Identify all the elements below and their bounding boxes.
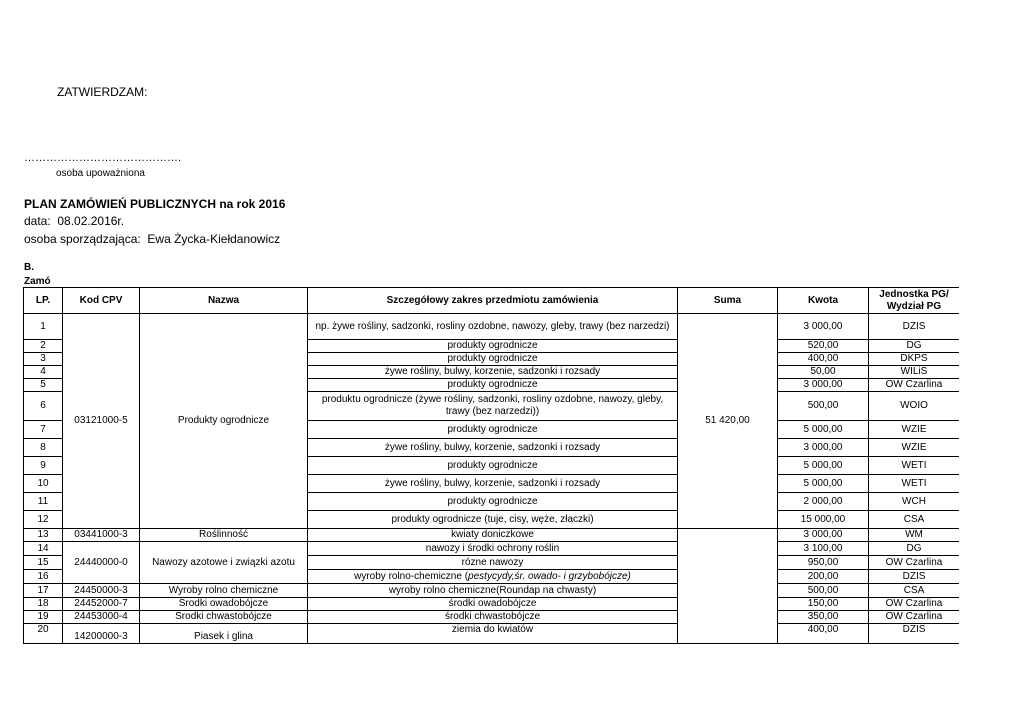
cell-lp: 16 <box>24 570 63 584</box>
cell-jednostka: DG <box>869 340 960 353</box>
zakres-text: wyroby rolno-chemiczne ( <box>354 570 469 582</box>
cell-jednostka: DZIS <box>869 624 960 644</box>
cell-jednostka: WZIE <box>869 439 960 457</box>
cell-kwota: 520,00 <box>778 340 869 353</box>
authorized-person-label: osoba upoważniona <box>56 168 145 179</box>
cell-kwota: 3 000,00 <box>778 439 869 457</box>
approval-heading: ZATWIERDZAM: <box>57 85 148 99</box>
prepared-by-value: Ewa Życka-Kiełdanowicz <box>147 232 281 246</box>
prepared-by-line <box>24 232 280 246</box>
cell-zakres: wyroby rolno chemiczne(Roundap na chwasty) <box>308 584 678 598</box>
table-row <box>24 611 960 624</box>
cell-lp: 12 <box>24 511 63 529</box>
cell-cpv: 24452000-7 <box>63 598 140 611</box>
procurement-table-wrapper <box>23 287 959 644</box>
date-label: data: <box>24 214 51 228</box>
cell-lp: 11 <box>24 493 63 511</box>
cell-kwota: 5 000,00 <box>778 475 869 493</box>
cell-kwota: 350,00 <box>778 611 869 624</box>
table-row <box>24 542 960 556</box>
cell-zakres: produkty ogrodnicze (tuje, cisy, węże, złaczki) <box>308 511 678 529</box>
col-header-nazwa: Nazwa <box>140 288 308 314</box>
cell-zakres: produkty ogrodnicze <box>308 493 678 511</box>
col-header-zakres: Szczegółowy zakres przedmiotu zamówienia <box>308 288 678 314</box>
cell-jednostka: DG <box>869 542 960 556</box>
table-row <box>24 624 960 644</box>
col-header-jednostka: Jednostka PG/ Wydział PG <box>869 288 960 314</box>
cell-kwota: 400,00 <box>778 353 869 366</box>
cell-kwota: 3 000,00 <box>778 379 869 392</box>
cell-lp: 6 <box>24 392 63 421</box>
cell-nazwa: Produkty ogrodnicze <box>140 314 308 529</box>
cell-lp: 17 <box>24 584 63 598</box>
col-header-suma: Suma <box>678 288 778 314</box>
col-header-cpv: Kod CPV <box>63 288 140 314</box>
cell-nazwa: Środki chwastobójcze <box>140 611 308 624</box>
cell-kwota: 3 000,00 <box>778 529 869 542</box>
signature-line: ……………………………………. <box>24 152 182 164</box>
cell-cpv: 24450000-3 <box>63 584 140 598</box>
cell-lp: 8 <box>24 439 63 457</box>
cell-zakres: produkty ogrodnicze <box>308 353 678 366</box>
cell-kwota: 3 100,00 <box>778 542 869 556</box>
cell-lp: 3 <box>24 353 63 366</box>
col-header-lp: LP. <box>24 288 63 314</box>
cell-kwota: 200,00 <box>778 570 869 584</box>
cell-jednostka: WOIO <box>869 392 960 421</box>
cell-jednostka: WCH <box>869 493 960 511</box>
cell-jednostka: WETI <box>869 457 960 475</box>
cell-lp: 4 <box>24 366 63 379</box>
cell-nazwa: Środki owadobójcze <box>140 598 308 611</box>
document-title: PLAN ZAMÓWIEŃ PUBLICZNYCH na rok 2016 <box>24 197 286 211</box>
cell-zakres: żywe rośliny, bulwy, korzenie, sadzonki i rozsady <box>308 439 678 457</box>
procurement-table <box>23 287 959 644</box>
cell-lp: 15 <box>24 556 63 570</box>
table-header-row <box>24 288 960 314</box>
cell-cpv: 24453000-4 <box>63 611 140 624</box>
cell-zakres: produkty ogrodnicze <box>308 340 678 353</box>
cell-kwota: 3 000,00 <box>778 314 869 340</box>
cell-lp: 9 <box>24 457 63 475</box>
table-row <box>24 529 960 542</box>
cell-jednostka: WM <box>869 529 960 542</box>
cell-jednostka: DZIS <box>869 314 960 340</box>
cell-lp: 7 <box>24 421 63 439</box>
cell-jednostka: OW Czarlina <box>869 379 960 392</box>
cell-lp: 5 <box>24 379 63 392</box>
cell-suma-empty <box>678 529 778 644</box>
cell-jednostka: WZIE <box>869 421 960 439</box>
cell-nazwa: Nawozy azotowe i związki azotu <box>140 542 308 584</box>
cell-kwota: 15 000,00 <box>778 511 869 529</box>
cell-lp: 10 <box>24 475 63 493</box>
cell-kwota: 5 000,00 <box>778 421 869 439</box>
date-line <box>24 214 124 228</box>
date-value: 08.02.2016r. <box>57 214 125 228</box>
cell-jednostka: WETI <box>869 475 960 493</box>
cell-zakres: środki owadobójcze <box>308 598 678 611</box>
cell-zakres: żywe rośliny, bulwy, korzenie, sadzonki i rozsady <box>308 475 678 493</box>
cell-zakres: produkty ogrodnicze <box>308 421 678 439</box>
cell-zakres: żywe rośliny, bulwy, korzenie, sadzonki i rozsady <box>308 366 678 379</box>
cell-kwota: 500,00 <box>778 392 869 421</box>
section-sublabel: Zamó <box>24 276 51 287</box>
cell-nazwa: Roślinność <box>140 529 308 542</box>
cell-kwota: 2 000,00 <box>778 493 869 511</box>
cell-jednostka: DZIS <box>869 570 960 584</box>
cell-kwota: 50,00 <box>778 366 869 379</box>
cell-lp: 18 <box>24 598 63 611</box>
section-label: B. <box>24 262 34 273</box>
cell-lp: 2 <box>24 340 63 353</box>
cell-kwota: 150,00 <box>778 598 869 611</box>
cell-lp: 20 <box>24 624 63 644</box>
cell-zakres: produkty ogrodnicze <box>308 379 678 392</box>
cell-zakres: środki chwastobójcze <box>308 611 678 624</box>
cell-lp: 13 <box>24 529 63 542</box>
cell-zakres <box>308 570 678 584</box>
cell-kwota: 5 000,00 <box>778 457 869 475</box>
cell-zakres: nawozy i środki ochrony roślin <box>308 542 678 556</box>
cell-cpv: 03441000-3 <box>63 529 140 542</box>
cell-zakres: produkty ogrodnicze <box>308 457 678 475</box>
table-row <box>24 314 960 340</box>
cell-kwota: 500,00 <box>778 584 869 598</box>
cell-cpv: 14200000-3 <box>63 624 140 644</box>
cell-kwota: 400,00 <box>778 624 869 644</box>
cell-nazwa: Piasek i glina <box>140 624 308 644</box>
cell-nazwa: Wyroby rolno chemiczne <box>140 584 308 598</box>
cell-zakres: rózne nawozy <box>308 556 678 570</box>
table-row <box>24 598 960 611</box>
cell-zakres: produktu ogrodnicze (żywe rośliny, sadzonki, rosliny ozdobne, nawozy, gleby, trawy (bez narzedzi)) <box>308 392 678 421</box>
cell-zakres: np. żywe rośliny, sadzonki, rosliny ozdobne, nawozy, gleby, trawy (bez narzedzi) <box>308 314 678 340</box>
cell-jednostka: DKPS <box>869 353 960 366</box>
cell-lp: 19 <box>24 611 63 624</box>
cell-cpv: 24440000-0 <box>63 542 140 584</box>
cell-jednostka: WILiŚ <box>869 366 960 379</box>
cell-jednostka: OW Czarlina <box>869 556 960 570</box>
cell-suma: 51 420,00 <box>678 314 778 529</box>
cell-lp: 14 <box>24 542 63 556</box>
zakres-italic-text: pestycydy,śr. owado- i grzybobójcze) <box>468 570 631 582</box>
col-header-kwota: Kwota <box>778 288 869 314</box>
cell-jednostka: CSA <box>869 511 960 529</box>
prepared-by-label: osoba sporządzająca: <box>24 232 141 246</box>
table-row <box>24 584 960 598</box>
cell-cpv: 03121000-5 <box>63 314 140 529</box>
cell-zakres: ziemia do kwiatów <box>308 624 678 644</box>
cell-kwota: 950,00 <box>778 556 869 570</box>
cell-jednostka: OW Czarlina <box>869 598 960 611</box>
cell-lp: 1 <box>24 314 63 340</box>
cell-jednostka: CSA <box>869 584 960 598</box>
cell-zakres: kwiaty doniczkowe <box>308 529 678 542</box>
cell-jednostka: OW Czarlina <box>869 611 960 624</box>
